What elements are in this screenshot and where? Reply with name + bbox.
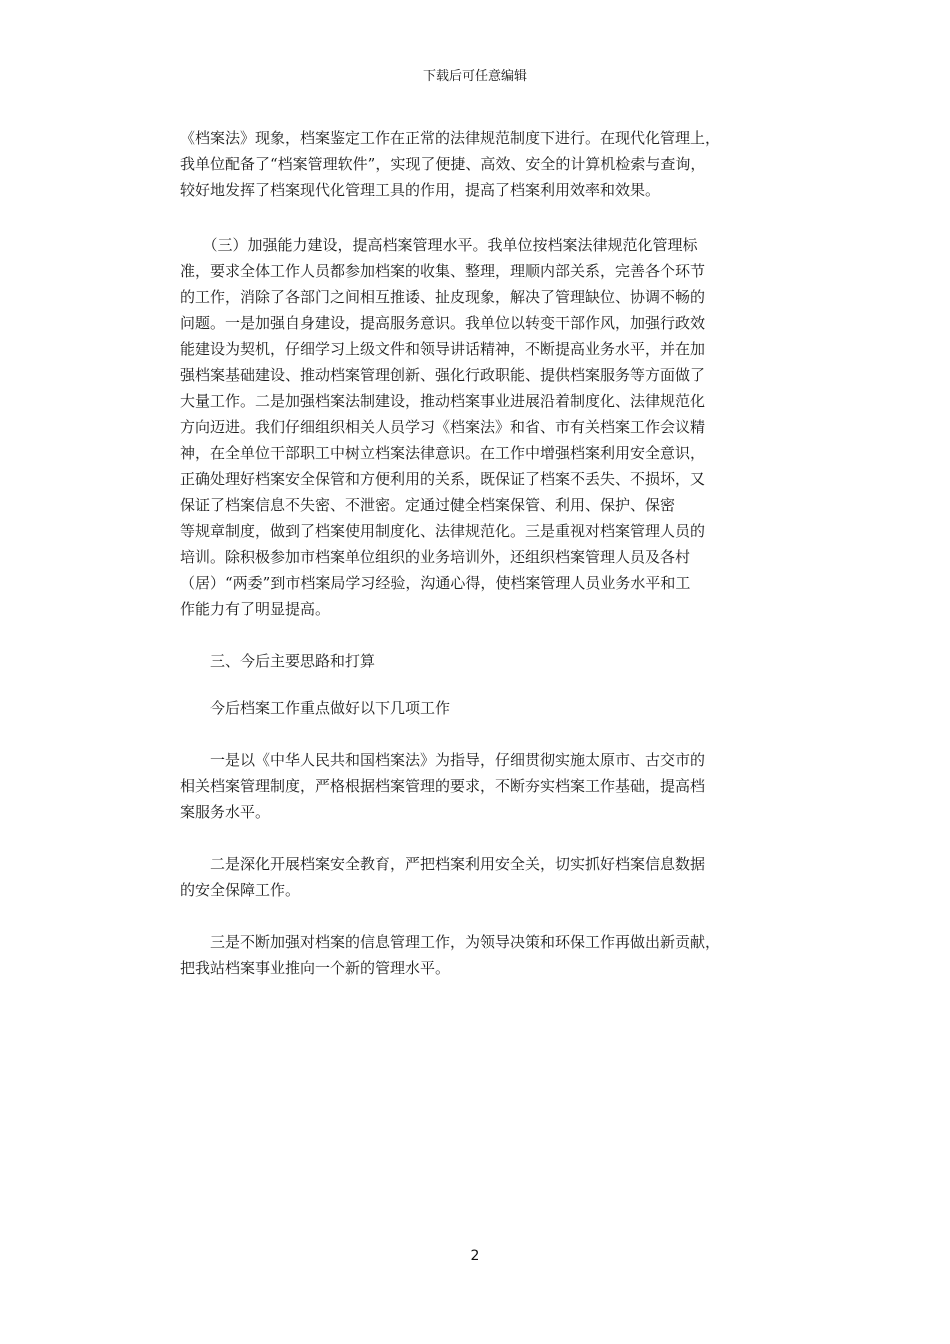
text-line: 把我站档案事业推向一个新的管理水平。 (180, 959, 451, 977)
text-line: 强档案基础建设、推动档案管理创新、强化行政职能、提供档案服务等方面做了 (180, 366, 706, 384)
page-number: 2 (470, 1248, 480, 1264)
text-line: （三）加强能力建设，提高档案管理水平。我单位按档案法律规范化管理标 (180, 236, 698, 254)
text-line: 准，要求全体工作人员都参加档案的收集、整理，理顺内部关系，完善各个环节 (180, 262, 706, 280)
text-line: 较好地发挥了档案现代化管理工具的作用，提高了档案利用效率和效果。 (180, 181, 661, 199)
text-line: 三、今后主要思路和打算 (180, 652, 376, 670)
text-line: 二是深化开展档案安全教育，严把档案利用安全关，切实抓好档案信息数据 (180, 855, 706, 873)
text-line: 一是以《中华人民共和国档案法》为指导，仔细贯彻实施太原市、古交市的 (180, 751, 706, 769)
text-line: 的工作，消除了各部门之间相互推诿、扯皮现象，解决了管理缺位、协调不畅的 (180, 288, 706, 306)
document-body (180, 125, 777, 981)
text-line: 培训。除积极参加市档案单位组织的业务培训外，还组织档案管理人员及各村 (180, 548, 691, 566)
text-line: 问题。一是加强自身建设，提高服务意识。我单位以转变干部作风，加强行政效 (180, 314, 706, 332)
text-line: 神，在全单位干部职工中树立档案法律意识。在工作中增强档案利用安全意识， (180, 444, 706, 462)
text-line: 三是不断加强对档案的信息管理工作，为领导决策和环保工作再做出新贡献， (180, 933, 721, 951)
text-line: 我单位配备了“档案管理软件”，实现了便捷、高效、安全的计算机检索与查询， (180, 155, 706, 173)
text-line: （居）“两委”到市档案局学习经验，沟通心得，使档案管理人员业务水平和工 (180, 574, 691, 592)
text-line: 的安全保障工作。 (180, 881, 301, 899)
paragraph-archive-law (180, 125, 777, 203)
text-line: 作能力有了明显提高。 (180, 600, 331, 618)
paragraph-item-one (180, 747, 777, 825)
page-header: 下载后可任意编辑 (422, 69, 527, 84)
text-line: 能建设为契机，仔细学习上级文件和领导讲话精神，不断提高业务水平，并在加 (180, 340, 706, 358)
text-line: 相关档案管理制度，严格根据档案管理的要求，不断夯实档案工作基础，提高档 (180, 777, 706, 795)
text-line: 今后档案工作重点做好以下几项工作 (180, 699, 451, 717)
section-heading-future-plans (180, 648, 777, 674)
paragraph-item-two (180, 851, 777, 903)
text-line: 等规章制度，做到了档案使用制度化、法律规范化。三是重视对档案管理人员的 (180, 522, 706, 540)
paragraph-key-work-intro (180, 695, 777, 721)
text-line: 大量工作。二是加强档案法制建设，推动档案事业进展沿着制度化、法律规范化 (180, 392, 706, 410)
text-line: 《档案法》现象，档案鉴定工作在正常的法律规范制度下进行。在现代化管理上， (180, 129, 721, 147)
paragraph-item-three (180, 929, 777, 981)
text-line: 保证了档案信息不失密、不泄密。定通过健全档案保管、利用、保护、保密 (180, 496, 676, 514)
text-line: 正确处理好档案安全保管和方便利用的关系，既保证了档案不丢失、不损坏，又 (180, 470, 706, 488)
paragraph-capacity-building (180, 232, 777, 622)
text-line: 方向迈进。我们仔细组织相关人员学习《档案法》和省、市有关档案工作会议精 (180, 418, 706, 436)
text-line: 案服务水平。 (180, 803, 271, 821)
